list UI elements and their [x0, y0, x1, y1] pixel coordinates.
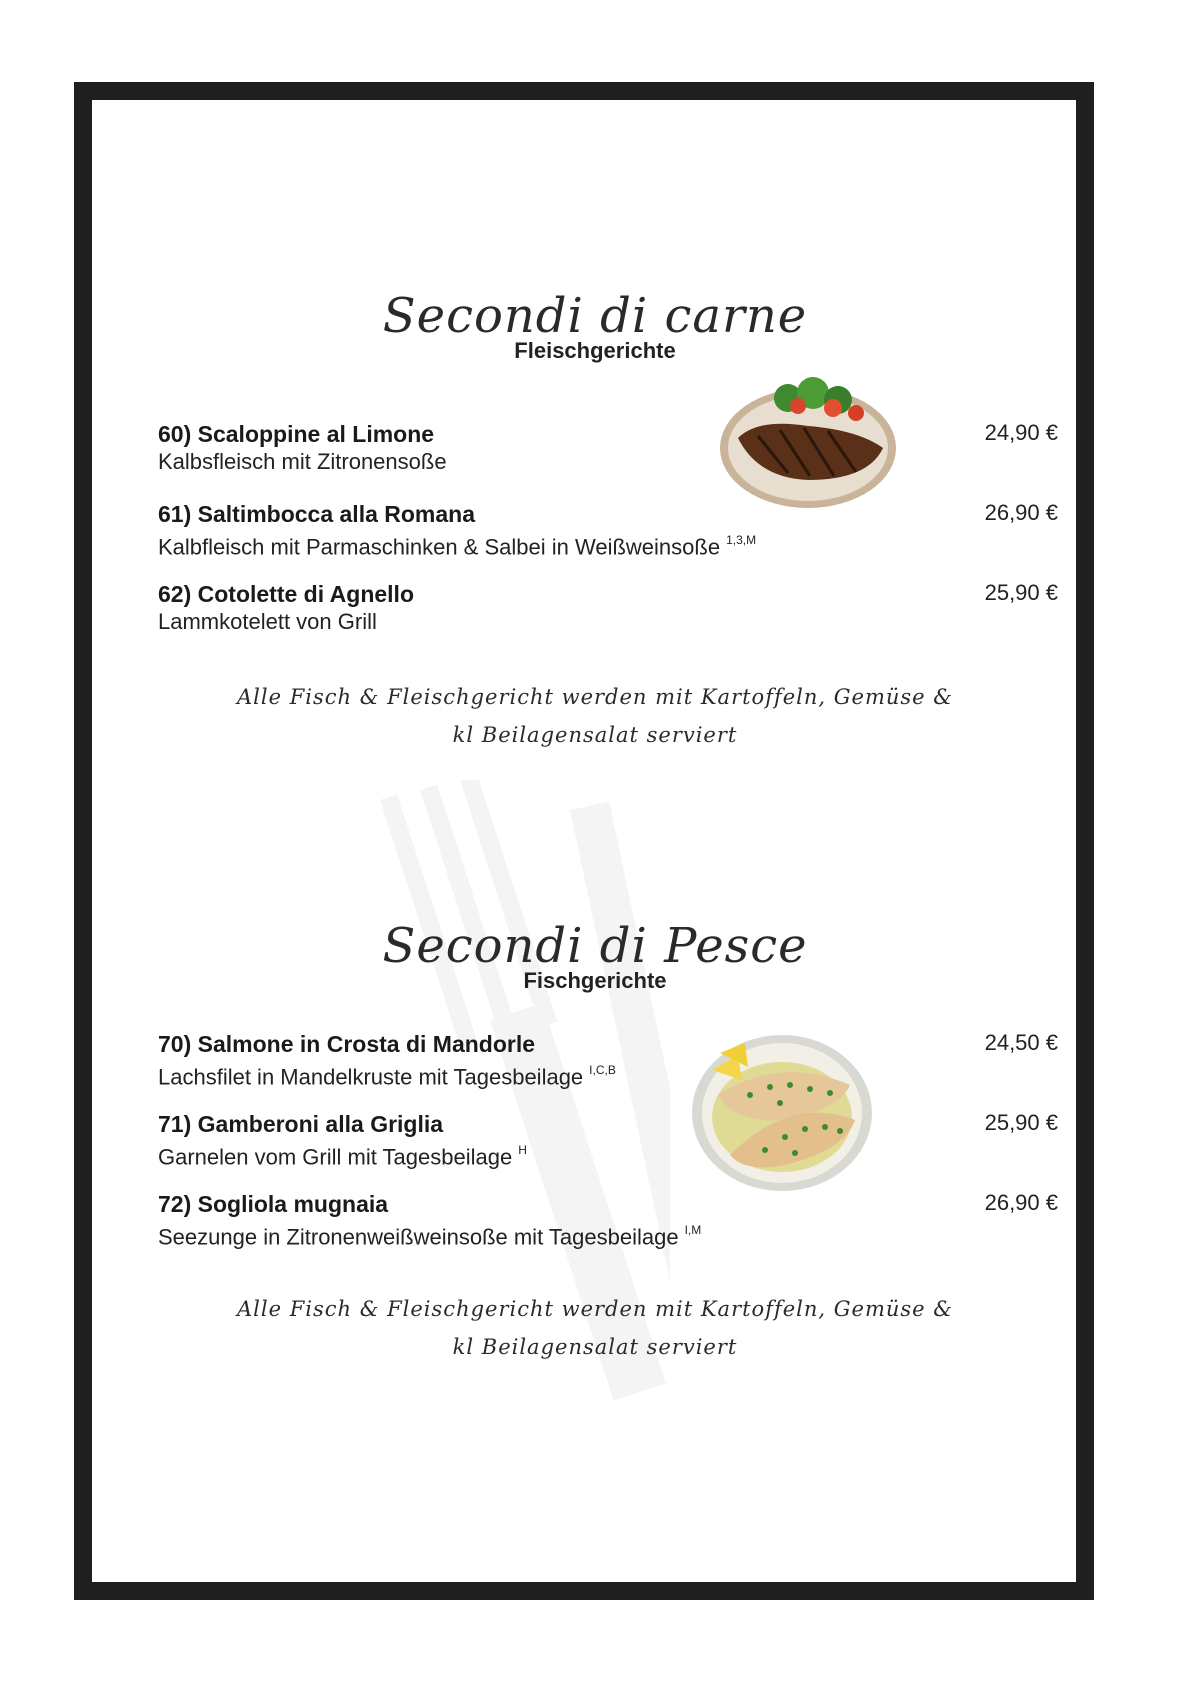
dish-61	[158, 500, 1058, 561]
meat-section-subtitle: Fleischgerichte	[514, 338, 676, 363]
dish-name: 60) Scaloppine al Limone	[158, 421, 435, 447]
dish-name: 70) Salmone in Crosta di Mandorle	[158, 1031, 536, 1057]
dish-70	[158, 1030, 1058, 1091]
allergen-codes: I,C,B	[589, 1063, 616, 1077]
allergen-codes: 1,3,M	[726, 533, 757, 547]
dish-62	[158, 580, 1058, 636]
dish-price: 25,90 €	[984, 1110, 1058, 1135]
dish-name: 61) Saltimbocca alla Romana	[158, 501, 476, 527]
note-line: Alle Fisch & Fleischgericht werden mit Kartoffeln, Gemüse &	[237, 1297, 953, 1321]
dish-name: 62) Cotolette di Agnello	[158, 581, 414, 607]
dish-price: 26,90 €	[984, 1190, 1058, 1215]
dish-name: 71) Gamberoni alla Griglia	[158, 1111, 444, 1137]
dish-description: Kalbfleisch mit Parmaschinken & Salbei in Weißweinsoße $^{1,3,M}$	[158, 533, 757, 560]
dish-description: Garnelen vom Grill mit Tagesbeilage $^H$	[158, 1143, 527, 1170]
dish-price: 25,90 €	[984, 580, 1058, 605]
note-line: kl Beilagensalat serviert	[452, 723, 738, 747]
dish-price: 24,50 €	[984, 1030, 1058, 1055]
allergen-codes: I,M	[684, 1223, 702, 1237]
dish-description: Lachsfilet in Mandelkruste mit Tagesbeilage $^{I,C,B}$	[158, 1063, 616, 1090]
allergen-codes: H	[518, 1143, 527, 1157]
fish-section-subtitle: Fischgerichte	[523, 968, 667, 993]
note-line: Alle Fisch & Fleischgericht werden mit Kartoffeln, Gemüse &	[237, 685, 953, 709]
meat-section-title: Secondi di carne	[382, 288, 808, 344]
dish-name: 72) Sogliola mugnaia	[158, 1191, 389, 1217]
meat-side-note	[0, 678, 1190, 754]
fish-section-title: Secondi di Pesce	[382, 918, 808, 974]
dish-description: Lammkotelett von Grill	[158, 609, 377, 634]
dish-price: 24,90 €	[984, 420, 1058, 445]
fish-side-note	[0, 1290, 1190, 1366]
dish-72	[158, 1190, 1058, 1251]
dish-price: 26,90 €	[984, 500, 1058, 525]
dish-description: Seezunge in Zitronenweißweinsoße mit Tagesbeilage $^{I,M}$	[158, 1223, 702, 1250]
dish-71	[158, 1110, 1058, 1171]
dish-description: Kalbsfleisch mit Zitronensoße	[158, 449, 447, 474]
dish-60	[158, 420, 1058, 476]
note-line: kl Beilagensalat serviert	[452, 1335, 738, 1359]
